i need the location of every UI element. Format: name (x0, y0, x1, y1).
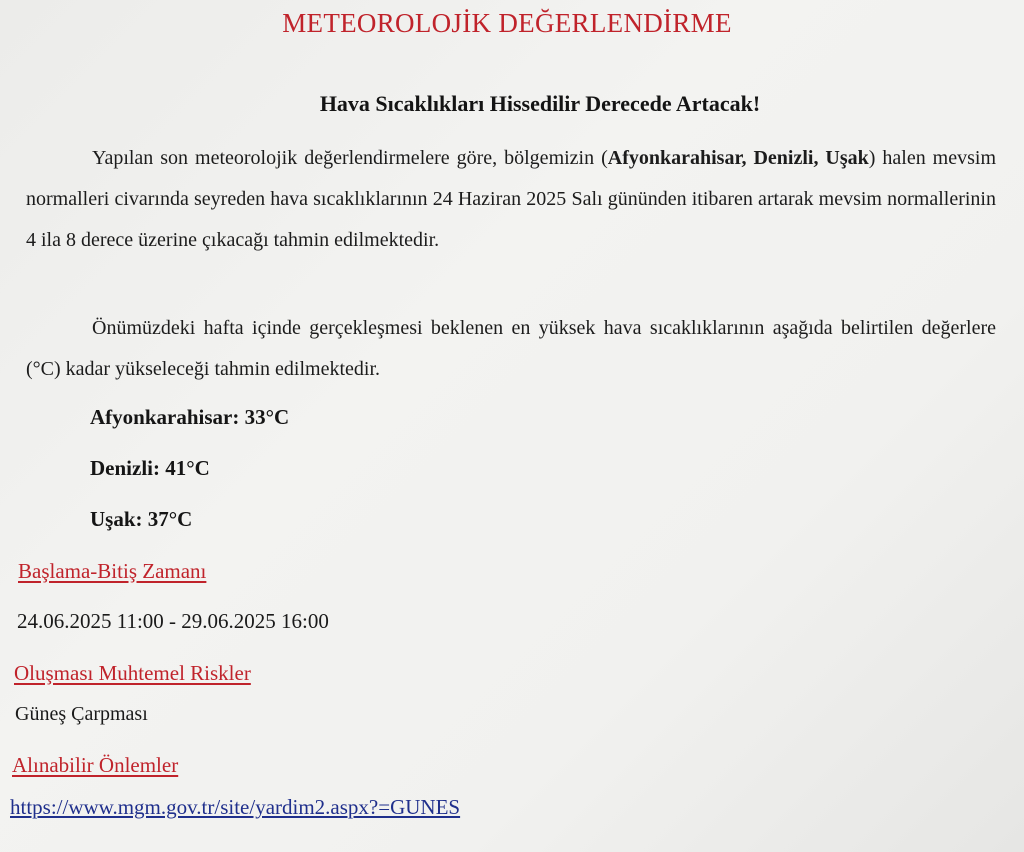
forecast-denizli: Denizli: 41°C (90, 456, 210, 480)
paragraph-forecast: Önümüzdeki hafta içinde gerçekleşmesi beklenen en yüksek hava sıcaklıklarının aşağıda belirtilen değerlere (°C) kadar yükseleceği tahmin edilmektedir. (26, 317, 996, 380)
paragraph-intro (26, 138, 996, 261)
risk-section-label[interactable]: Oluşması Muhtemel Riskler (14, 661, 251, 685)
paragraph-intro-part2: ) halen mevsim normalleri civarında seyreden hava sıcaklıklarının 24 Haziran 2025 Salı gününden itibaren artarak mevsim normallerinin 4 ila 8 derece üzerine çıkacağı tahmin edilmektedir. (26, 147, 997, 251)
paragraph-intro-part1: Yapılan son meteorolojik değerlendirmelere göre, bölgemizin ( (92, 147, 608, 169)
headline: Hava Sıcaklıkları Hissedilir Derecede Artacak! (319, 91, 761, 116)
region-names: Afyonkarahisar, Denizli, Uşak (607, 147, 869, 169)
precaution-link[interactable]: https://www.mgm.gov.tr/site/yardim2.aspx?=GUNES (10, 795, 461, 819)
page-title: METEOROLOJİK DEĞERLENDİRME (282, 8, 732, 38)
time-range-value: 24.06.2025 11:00 - 29.06.2025 16:00 (17, 609, 329, 633)
time-section-label[interactable]: Başlama-Bitiş Zamanı (18, 559, 207, 583)
forecast-afyonkarahisar: Afyonkarahisar: 33°C (90, 405, 290, 429)
risk-value: Güneş Çarpması (15, 703, 148, 725)
precaution-section-label[interactable]: Alınabilir Önlemler (12, 753, 179, 777)
forecast-usak: Uşak: 37°C (90, 507, 193, 531)
